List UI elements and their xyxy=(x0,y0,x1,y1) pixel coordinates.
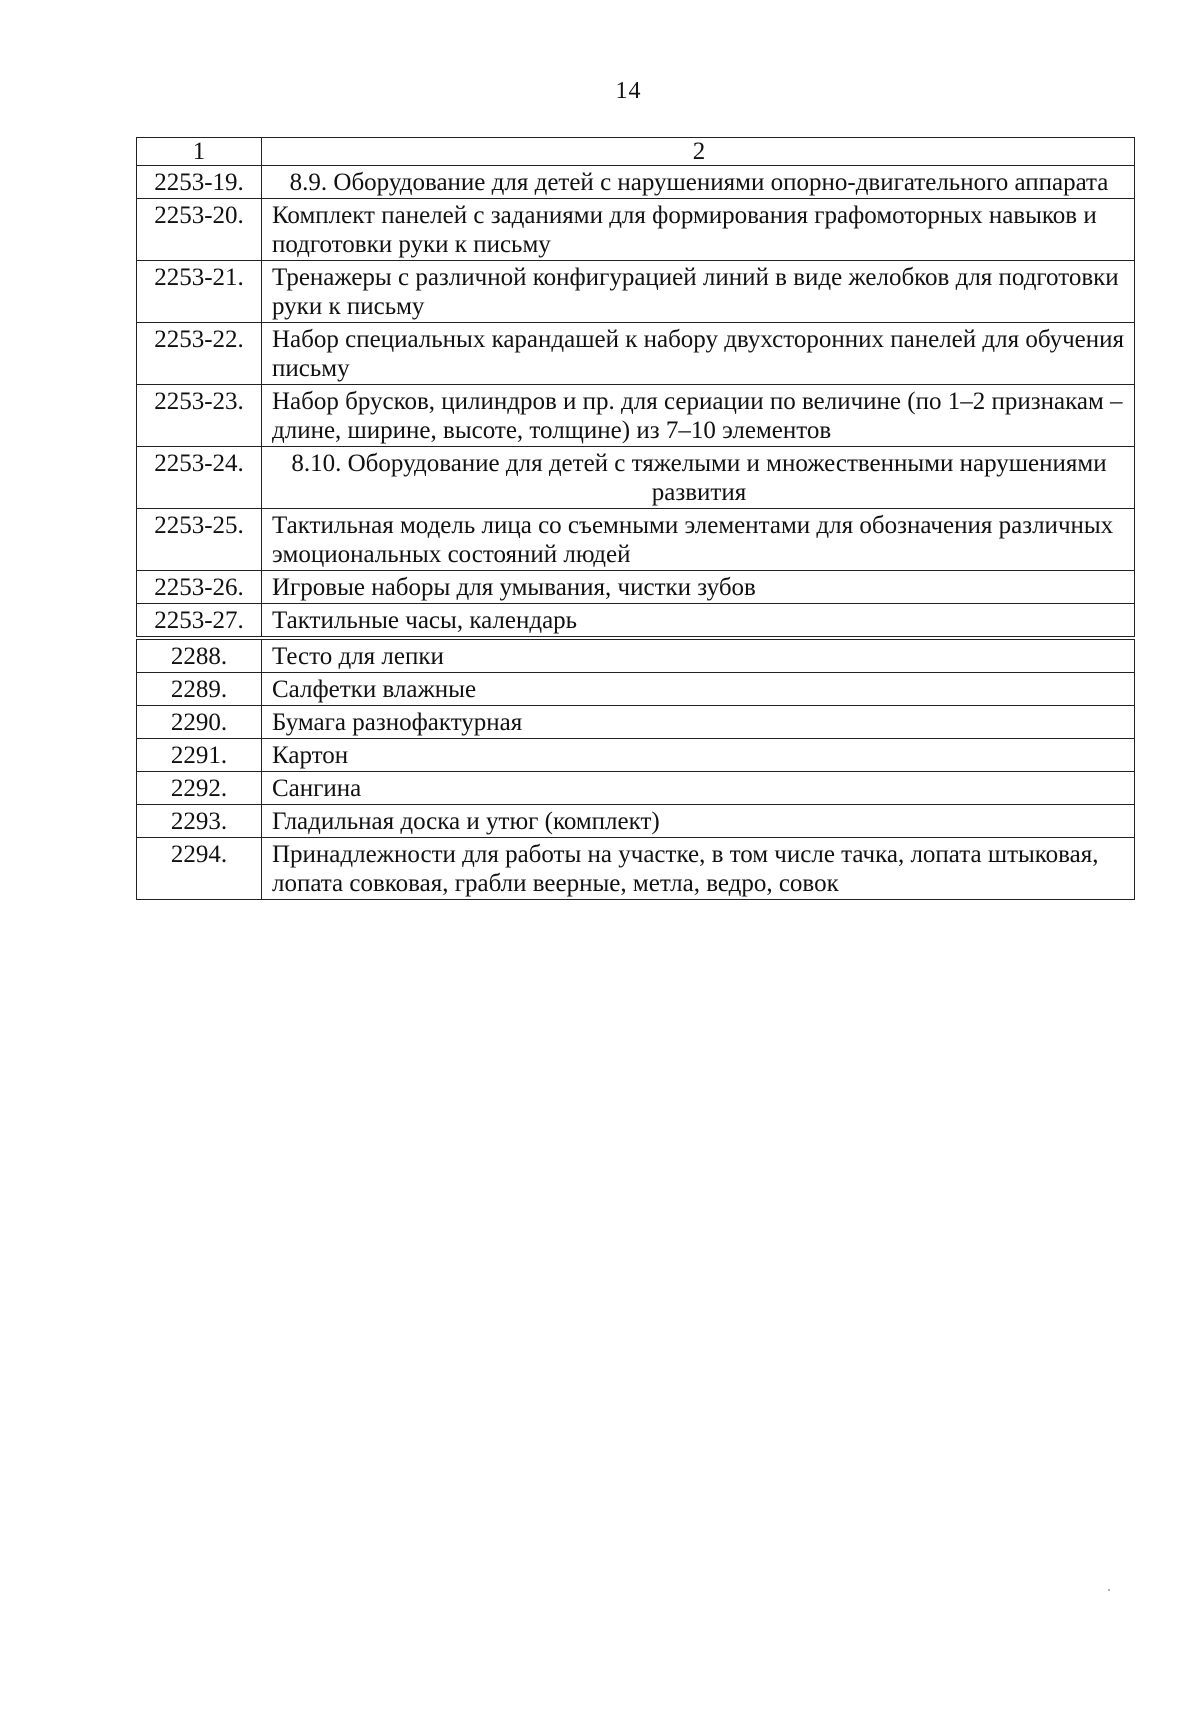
column-header-name: 2 xyxy=(262,138,1135,166)
table-row xyxy=(137,706,1135,739)
item-name: Тактильная модель лица со съемными элементами для обозначения различных эмоциональных состояний людей xyxy=(262,509,1135,571)
table-row xyxy=(137,323,1135,385)
table-body xyxy=(137,138,1135,900)
item-name: Картон xyxy=(262,739,1135,772)
item-number: 2253-22. xyxy=(137,323,262,385)
table-row xyxy=(137,838,1135,900)
item-name: Салфетки влажные xyxy=(262,673,1135,706)
item-name: Гладильная доска и утюг (комплект) xyxy=(262,805,1135,838)
item-number: 2253-20. xyxy=(137,199,262,261)
table-header-row xyxy=(137,138,1135,166)
equipment-table xyxy=(136,137,1135,900)
item-number: 2289. xyxy=(137,673,262,706)
table-row xyxy=(137,571,1135,604)
item-name: Набор специальных карандашей к набору двухсторонних панелей для обучения письму xyxy=(262,323,1135,385)
table-row xyxy=(137,261,1135,323)
column-header-number: 1 xyxy=(137,138,262,166)
item-name: Комплект панелей с заданиями для формирования графомоторных навыков и подготовки руки к письму xyxy=(262,199,1135,261)
item-number: 2253-19. xyxy=(137,166,262,199)
item-name: Тесто для лепки xyxy=(262,638,1135,673)
item-number: 2253-26. xyxy=(137,571,262,604)
item-name: Сангина xyxy=(262,772,1135,805)
section-heading-row xyxy=(137,447,1135,509)
item-number: 2253-23. xyxy=(137,385,262,447)
item-number: 2253-24. xyxy=(137,447,262,509)
table-row xyxy=(137,805,1135,838)
table-row xyxy=(137,739,1135,772)
section-heading: 8.10. Оборудование для детей с тяжелыми и множественными нарушениями развития xyxy=(262,447,1135,509)
item-number: 2292. xyxy=(137,772,262,805)
page-number: 14 xyxy=(615,78,642,104)
item-name: Тактильные часы, календарь xyxy=(262,604,1135,639)
item-name: Тренажеры с различной конфигурацией линий в виде желобков для подготовки руки к письму xyxy=(262,261,1135,323)
table-row xyxy=(137,199,1135,261)
section-heading: 8.9. Оборудование для детей с нарушениями опорно-двигательного аппарата xyxy=(262,166,1135,199)
table-row xyxy=(137,385,1135,447)
scan-speck xyxy=(1108,1589,1110,1591)
table-row xyxy=(137,772,1135,805)
table-row xyxy=(137,604,1135,639)
item-number: 2253-27. xyxy=(137,604,262,639)
item-name: Игровые наборы для умывания, чистки зубов xyxy=(262,571,1135,604)
item-number: 2253-21. xyxy=(137,261,262,323)
item-number: 2288. xyxy=(137,638,262,673)
item-name: Набор брусков, цилиндров и пр. для сериации по величине (по 1–2 признакам – длине, ширине, высоте, толщине) из 7–10 элементов xyxy=(262,385,1135,447)
item-number: 2291. xyxy=(137,739,262,772)
item-number: 2253-25. xyxy=(137,509,262,571)
item-name: Принадлежности для работы на участке, в том числе тачка, лопата штыковая, лопата совковая, грабли веерные, метла, ведро, совок xyxy=(262,838,1135,900)
table-row xyxy=(137,638,1135,673)
item-number: 2294. xyxy=(137,838,262,900)
table-row xyxy=(137,509,1135,571)
table-row xyxy=(137,673,1135,706)
item-name: Бумага разнофактурная xyxy=(262,706,1135,739)
item-number: 2290. xyxy=(137,706,262,739)
item-number: 2293. xyxy=(137,805,262,838)
section-heading-row xyxy=(137,166,1135,199)
